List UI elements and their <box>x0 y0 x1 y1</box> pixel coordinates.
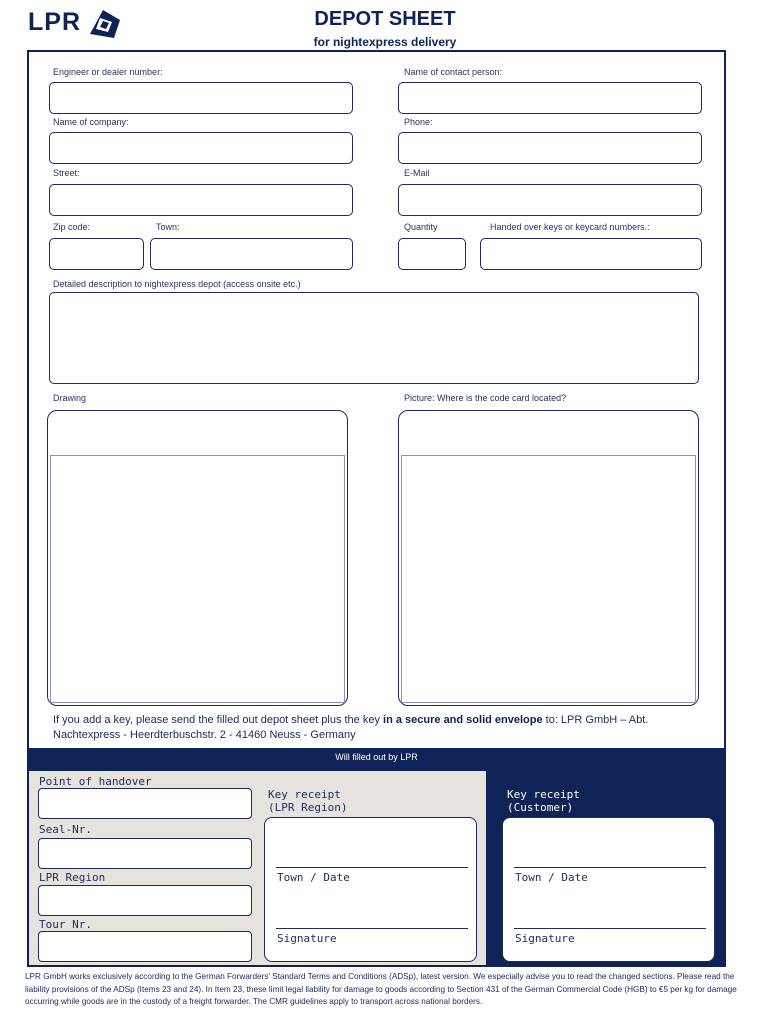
town-date-label-1: Town / Date <box>277 871 350 884</box>
handover-field[interactable] <box>38 788 252 819</box>
seal-field[interactable] <box>38 838 252 869</box>
seal-label: Seal-Nr. <box>39 823 92 836</box>
town-date-line-2 <box>514 867 706 868</box>
picture-label: Picture: Where is the code card located? <box>404 393 567 403</box>
note-text-bold: in a secure and solid envelope <box>383 714 543 726</box>
terms-footer: LPR GmbH works exclusively according to the German Forwarders' Standard Terms and Conditions (ADSp), latest version. We especially advise you to read the changed sections. Please read the liability provisions of the ADSp (Items 23 and 24). In Item 23, these limit legal liability for damage to goods according to Section 431 of the German Commercial Code (HGB) to €5 per kg for damage occurring while goods are in the custody of a freight forwarder. The CMR guidelines apply to transport across national borders. <box>25 972 737 1006</box>
street-field[interactable] <box>49 184 353 216</box>
region-label: LPR Region <box>39 871 106 884</box>
company-name-label: Name of company: <box>53 117 129 127</box>
town-label: Town: <box>156 222 180 232</box>
signature-line-1 <box>276 928 468 929</box>
description-field[interactable] <box>49 292 699 384</box>
key-receipt-customer-label: Key receipt (Customer) <box>507 788 580 814</box>
email-label: E-Mail <box>404 168 430 178</box>
engineer-number-field[interactable] <box>49 82 353 114</box>
contact-person-field[interactable] <box>398 82 702 114</box>
region-field[interactable] <box>38 885 252 916</box>
town-date-label-2: Town / Date <box>515 871 588 884</box>
engineer-number-label: Engineer or dealer number: <box>53 67 163 77</box>
contact-person-label: Name of contact person: <box>404 67 503 77</box>
key-receipt-region-box[interactable] <box>264 817 477 962</box>
shipping-note <box>53 713 713 743</box>
drawing-box[interactable] <box>47 410 348 706</box>
phone-field[interactable] <box>398 132 702 164</box>
company-name-field[interactable] <box>49 132 353 164</box>
handover-label: Point of handover <box>39 775 152 788</box>
drawing-label: Drawing <box>53 393 87 403</box>
note-text-2: to: LPR GmbH – Abt. Nachtexpress - Heerdterbuschstr. 2 - 41460 Neuss - Germany <box>53 714 649 741</box>
signature-label-2: Signature <box>515 932 575 945</box>
town-date-line-1 <box>276 867 468 868</box>
signature-line-2 <box>514 928 706 929</box>
page-subtitle: for nightexpress delivery <box>313 35 457 49</box>
zip-code-label: Zip code: <box>53 222 91 232</box>
note-text-1: If you add a key, please send the filled out depot sheet plus the key <box>53 714 384 726</box>
signature-label-1: Signature <box>277 932 337 945</box>
key-receipt-region-label: Key receipt (LPR Region) <box>268 788 348 814</box>
keys-label: Handed over keys or keycard numbers.: <box>490 222 650 232</box>
tour-field[interactable] <box>38 931 252 962</box>
page-title: DEPOT SHEET <box>314 8 456 30</box>
description-label: Detailed description to nightexpress depot (access onsite etc.) <box>53 279 301 289</box>
drawing-area[interactable] <box>50 455 345 703</box>
lpr-section-title: Will filled out by LPR <box>335 752 418 762</box>
keys-field[interactable] <box>480 238 702 270</box>
email-field[interactable] <box>398 184 702 216</box>
picture-box[interactable] <box>398 410 699 706</box>
logo-text: LPR <box>28 8 81 36</box>
quantity-field[interactable] <box>398 238 466 270</box>
town-field[interactable] <box>150 238 353 270</box>
street-label: Street: <box>53 168 80 178</box>
key-receipt-customer-box[interactable] <box>502 817 715 962</box>
tour-label: Tour Nr. <box>39 918 92 931</box>
zip-code-field[interactable] <box>49 238 144 270</box>
quantity-label: Quantity <box>404 222 438 232</box>
phone-label: Phone: <box>404 117 433 127</box>
picture-area[interactable] <box>401 455 696 703</box>
